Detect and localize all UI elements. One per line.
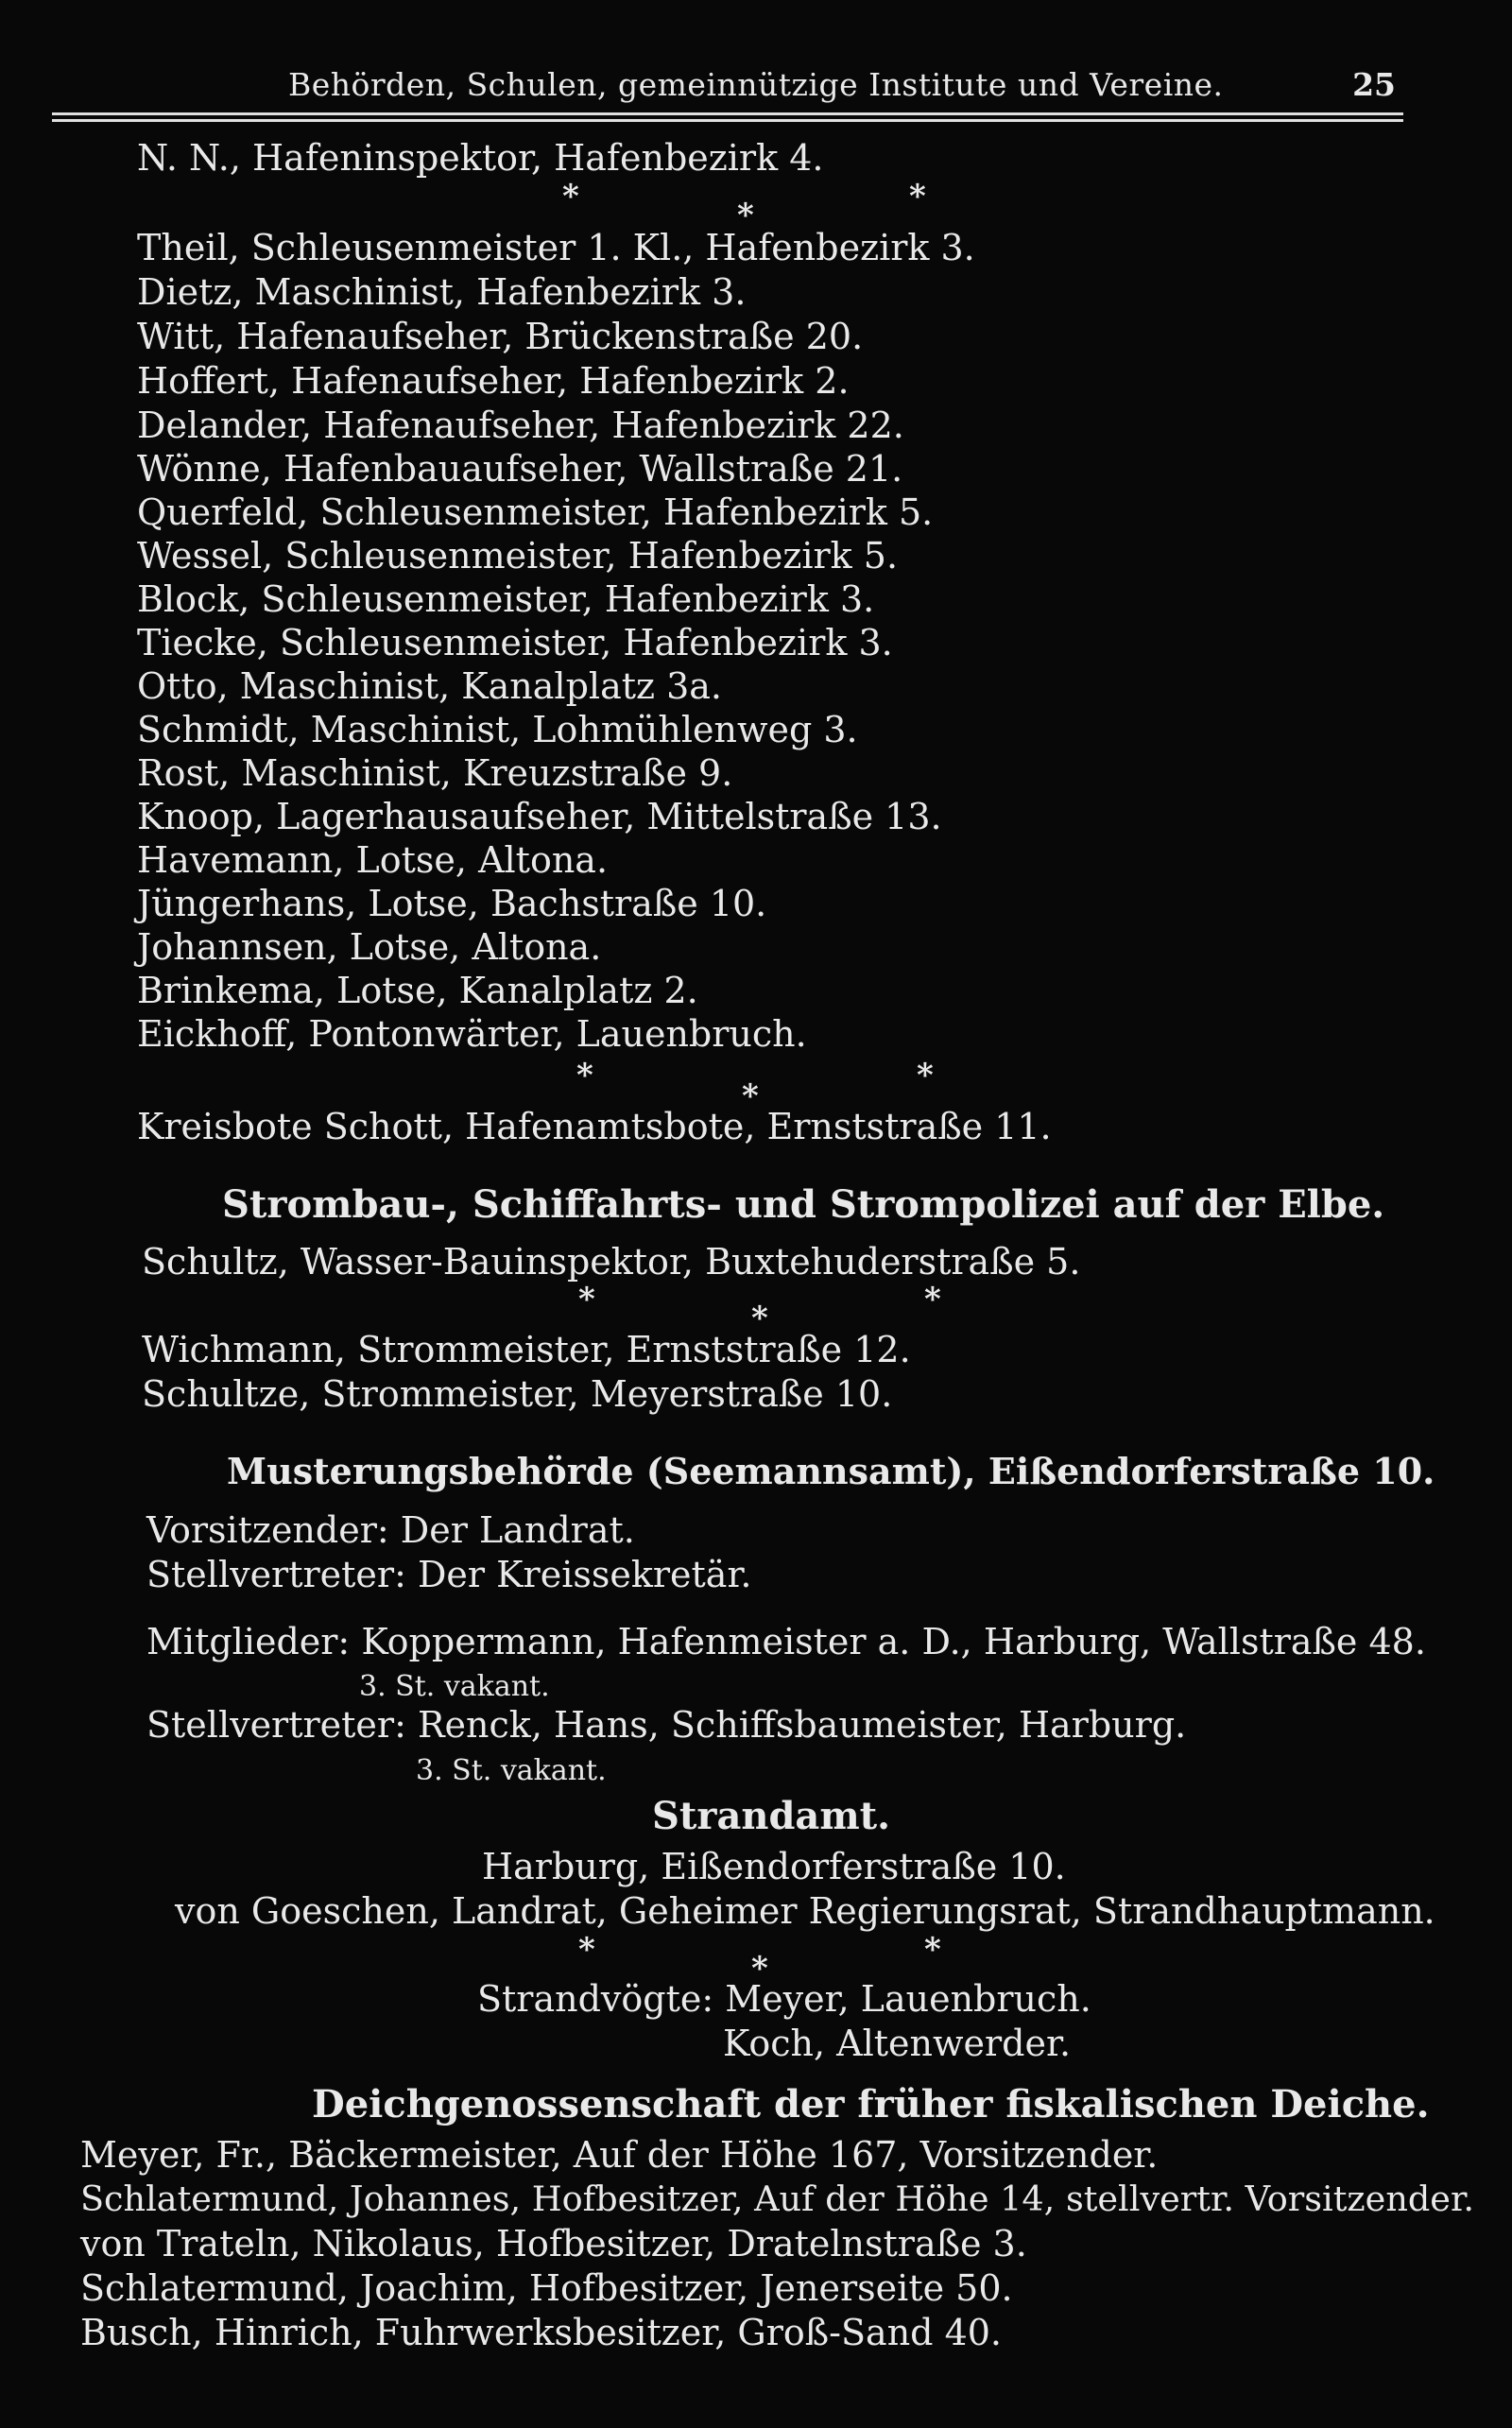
entry-line: Johannsen, Lotse, Altona. (137, 926, 602, 968)
entry-line: Busch, Hinrich, Fuhrwerksbesitzer, Groß-Sand 40. (80, 2312, 1003, 2353)
separator-star: * (917, 1057, 934, 1094)
section-heading: Deichgenossenschaft der früher fiskalischen Deiche. (312, 2082, 1430, 2127)
entry-line: Witt, Hafenaufseher, Brückenstraße 20. (137, 316, 864, 357)
separator-star: * (578, 1931, 595, 1969)
entry-line: Vorsitzender: Der Landrat. (146, 1509, 635, 1551)
separator-star: * (576, 1057, 593, 1094)
entry-line: Rost, Maschinist, Kreuzstraße 9. (137, 752, 733, 794)
separator-star: * (737, 197, 754, 234)
separator-star: * (751, 1300, 768, 1337)
separator-star: * (578, 1281, 595, 1318)
entry-line: Stellvertreter: Renck, Hans, Schiffsbaumeister, Harburg. (146, 1704, 1187, 1746)
separator-star: * (742, 1077, 759, 1115)
entry-line: Stellvertreter: Der Kreissekretär. (146, 1554, 752, 1595)
section-heading: Strombau-, Schiffahrts- und Strompolizei auf der Elbe. (222, 1182, 1385, 1227)
entry-line: Mitglieder: Koppermann, Hafenmeister a. D., Harburg, Wallstraße 48. (146, 1621, 1426, 1662)
entry-line: Wessel, Schleusenmeister, Hafenbezirk 5. (137, 535, 899, 577)
header-rule-2 (52, 119, 1403, 122)
entry-line: Tiecke, Schleusenmeister, Hafenbezirk 3. (137, 622, 893, 663)
page-header (52, 57, 1403, 112)
entry-line: Eickhoff, Pontonwärter, Lauenbruch. (137, 1013, 807, 1055)
entry-line: Brinkema, Lotse, Kanalplatz 2. (137, 970, 698, 1011)
entry-line: Schlatermund, Joachim, Hofbesitzer, Jenerseite 50. (80, 2267, 1013, 2309)
entry-line: Harburg, Eißendorferstraße 10. (482, 1846, 1066, 1887)
entry-line: Querfeld, Schleusenmeister, Hafenbezirk 5. (137, 491, 934, 533)
entry-line: Schlatermund, Johannes, Hofbesitzer, Auf der Höhe 14, stellvertr. Vorsitzender. (80, 2178, 1475, 2219)
separator-star: * (562, 178, 579, 215)
entry-line: Hoffert, Hafenaufseher, Hafenbezirk 2. (137, 360, 850, 402)
entry-line: Dietz, Maschinist, Hafenbezirk 3. (137, 271, 747, 313)
separator-star: * (751, 1950, 768, 1988)
entry-line: Koch, Altenwerder. (723, 2023, 1072, 2064)
entry-line: Wichmann, Strommeister, Ernststraße 12. (142, 1329, 911, 1370)
header-rule (52, 112, 1403, 115)
entry-line: Schmidt, Maschinist, Lohmühlenweg 3. (137, 709, 858, 750)
entry-line: Schultze, Strommeister, Meyerstraße 10. (142, 1373, 893, 1415)
entry-line: Havemann, Lotse, Altona. (137, 839, 609, 881)
page-number: 25 (1352, 66, 1396, 103)
separator-star: * (909, 178, 926, 215)
entry-line: N. N., Hafeninspektor, Hafenbezirk 4. (137, 137, 824, 179)
entry-line: Schultz, Wasser-Bauinspektor, Buxtehuderstraße 5. (142, 1241, 1081, 1283)
entry-line: Meyer, Fr., Bäckermeister, Auf der Höhe 167, Vorsitzender. (80, 2134, 1159, 2176)
entry-line: Theil, Schleusenmeister 1. Kl., Hafenbezirk 3. (137, 227, 975, 268)
running-title: Behörden, Schulen, gemeinnützige Institute und Vereine. (288, 66, 1224, 103)
entry-line: Delander, Hafenaufseher, Hafenbezirk 22. (137, 405, 904, 446)
separator-star: * (924, 1931, 941, 1969)
entry-line: Strandvögte: Meyer, Lauenbruch. (477, 1978, 1091, 2020)
entry-line: Otto, Maschinist, Kanalplatz 3a. (137, 665, 723, 707)
section-heading: Musterungsbehörde (Seemannsamt), Eißendorferstraße 10. (227, 1450, 1435, 1492)
entry-line: Wönne, Hafenbauaufseher, Wallstraße 21. (137, 448, 903, 490)
entry-line: 3. St. vakant. (416, 1754, 607, 1787)
section-heading: Strandamt. (652, 1794, 891, 1838)
entry-line: von Trateln, Nikolaus, Hofbesitzer, Dratelnstraße 3. (80, 2223, 1027, 2264)
entry-line: Kreisbote Schott, Hafenamtsbote, Ernststraße 11. (137, 1106, 1052, 1147)
entry-line: von Goeschen, Landrat, Geheimer Regierungsrat, Strandhauptmann. (175, 1890, 1435, 1932)
entry-line: Jüngerhans, Lotse, Bachstraße 10. (137, 883, 767, 924)
entry-line: Knoop, Lagerhausaufseher, Mittelstraße 13. (137, 796, 942, 837)
separator-star: * (924, 1281, 941, 1318)
entry-line: Block, Schleusenmeister, Hafenbezirk 3. (137, 578, 875, 620)
entry-line: 3. St. vakant. (359, 1670, 550, 1703)
